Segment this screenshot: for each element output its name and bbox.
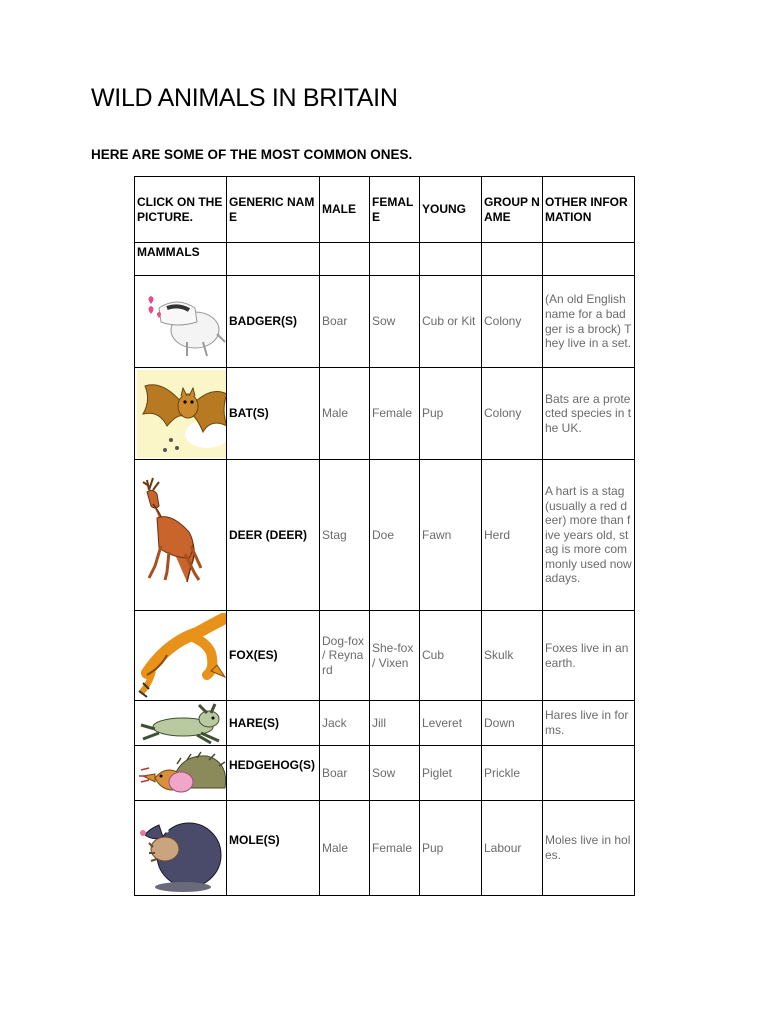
young-cell: Pup	[420, 801, 482, 896]
young-cell: Leveret	[420, 701, 482, 746]
info-cell: (An old English name for a badger is a brock) They live in a set.	[543, 276, 635, 368]
group-cell: Down	[482, 701, 543, 746]
header-male: MALE	[320, 177, 370, 243]
male-cell: Boar	[320, 276, 370, 368]
badger-picture[interactable]	[135, 276, 227, 368]
young-cell: Pup	[420, 368, 482, 460]
bat-icon	[137, 370, 227, 458]
female-cell: Doe	[370, 460, 420, 611]
female-cell: Sow	[370, 276, 420, 368]
male-cell: Boar	[320, 746, 370, 801]
female-cell: Jill	[370, 701, 420, 746]
fox-icon	[137, 613, 227, 699]
mole-icon	[137, 803, 227, 894]
group-cell: Prickle	[482, 746, 543, 801]
young-cell: Fawn	[420, 460, 482, 611]
page-subtitle: HERE ARE SOME OF THE MOST COMMON ONES.	[91, 147, 413, 162]
info-cell: Bats are a protected species in the UK.	[543, 368, 635, 460]
generic-name-cell: HEDGEHOG(S)	[227, 746, 320, 801]
generic-name-cell: BAT(S)	[227, 368, 320, 460]
male-cell: Male	[320, 801, 370, 896]
table-row	[135, 368, 635, 460]
mole-picture[interactable]	[135, 801, 227, 896]
group-cell: Herd	[482, 460, 543, 611]
generic-name-cell: DEER (DEER)	[227, 460, 320, 611]
male-cell: Dog-fox / Reynard	[320, 611, 370, 701]
generic-name-cell: HARE(S)	[227, 701, 320, 746]
female-cell: Female	[370, 368, 420, 460]
section-label: MAMMALS	[135, 243, 227, 276]
table-row	[135, 276, 635, 368]
young-cell: Cub	[420, 611, 482, 701]
info-cell: A hart is a stag (usually a red deer) more than five years old, stag is more commonly used nowadays.	[543, 460, 635, 611]
fox-picture[interactable]	[135, 611, 227, 701]
group-cell: Colony	[482, 368, 543, 460]
female-cell: Sow	[370, 746, 420, 801]
table-row	[135, 801, 635, 896]
table-row	[135, 460, 635, 611]
animals-table	[134, 176, 635, 896]
generic-name-cell: MOLE(S)	[227, 801, 320, 896]
page-title: WILD ANIMALS IN BRITAIN	[91, 84, 398, 112]
header-group-name: GROUP NAME	[482, 177, 543, 243]
table-row	[135, 701, 635, 746]
header-generic-name: GENERIC NAME	[227, 177, 320, 243]
female-cell: She-fox / Vixen	[370, 611, 420, 701]
group-cell: Colony	[482, 276, 543, 368]
deer-picture[interactable]	[135, 460, 227, 611]
male-cell: Stag	[320, 460, 370, 611]
female-cell: Female	[370, 801, 420, 896]
hedgehog-picture[interactable]	[135, 746, 227, 801]
table-row	[135, 746, 635, 801]
group-cell: Skulk	[482, 611, 543, 701]
generic-name-cell: BADGER(S)	[227, 276, 320, 368]
bat-picture[interactable]	[135, 368, 227, 460]
hare-icon	[137, 703, 227, 744]
info-cell: Foxes live in an earth.	[543, 611, 635, 701]
young-cell: Cub or Kit	[420, 276, 482, 368]
table-header-row	[135, 177, 635, 243]
table-row	[135, 611, 635, 701]
group-cell: Labour	[482, 801, 543, 896]
young-cell: Piglet	[420, 746, 482, 801]
deer-icon	[137, 462, 227, 609]
header-picture: CLICK ON THE PICTURE.	[135, 177, 227, 243]
header-female: FEMALE	[370, 177, 420, 243]
section-row-mammals	[135, 243, 635, 276]
info-cell	[543, 746, 635, 801]
male-cell: Jack	[320, 701, 370, 746]
info-cell: Hares live in forms.	[543, 701, 635, 746]
generic-name-cell: FOX(ES)	[227, 611, 320, 701]
male-cell: Male	[320, 368, 370, 460]
info-cell: Moles live in holes.	[543, 801, 635, 896]
hedgehog-icon	[137, 748, 227, 799]
hare-picture[interactable]	[135, 701, 227, 746]
header-other-information: OTHER INFORMATION	[543, 177, 635, 243]
badger-icon	[137, 278, 227, 366]
header-young: YOUNG	[420, 177, 482, 243]
